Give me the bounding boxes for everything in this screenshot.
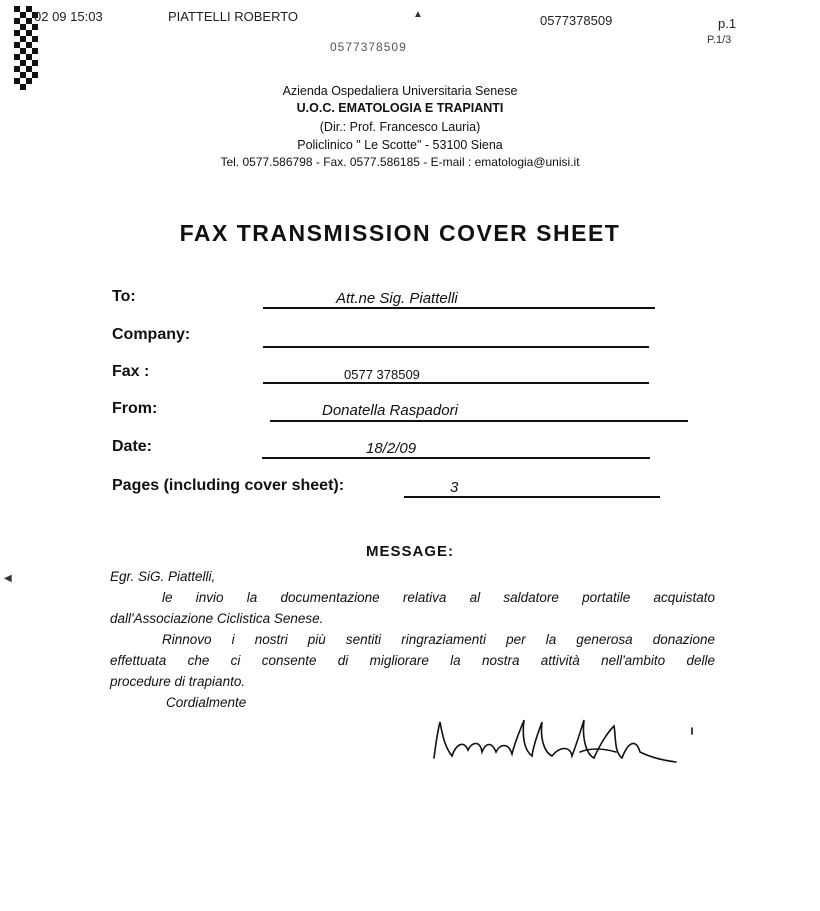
letterhead-hospital: Azienda Ospedaliera Universitaria Senese (282, 84, 518, 98)
to-underline (263, 307, 655, 309)
fax-value: 0577 378509 (344, 367, 420, 382)
from-value: Donatella Raspadori (322, 402, 458, 419)
fax-page-count: P.1/3 (707, 34, 732, 46)
company-underline (263, 346, 649, 348)
date-underline (262, 457, 650, 459)
fax-sender-name: PIATTELLI ROBERTO (168, 9, 299, 24)
page-title: FAX TRANSMISSION COVER SHEET (179, 220, 621, 246)
pages-label: Pages (including cover sheet): (112, 477, 345, 494)
message-closing: Cordialmente (166, 695, 247, 710)
letterhead-director: (Dir.: Prof. Francesco Lauria) (319, 120, 481, 134)
triangle-left-icon: ◀ (4, 573, 12, 584)
company-label: Company: (112, 326, 191, 343)
pages-underline (404, 496, 660, 498)
letterhead-address: Policlinico " Le Scotte" - 53100 Siena (297, 138, 503, 152)
fax-number: 0577378509 (540, 13, 613, 28)
message-salutation: Egr. SiG. Piattelli, (110, 569, 216, 584)
fax-label: Fax : (112, 363, 150, 380)
message-line: dall'Associazione Ciclistica Senese. (110, 611, 324, 626)
date-value: 18/2/09 (366, 440, 417, 457)
from-underline (270, 420, 688, 422)
message-heading: MESSAGE: (365, 543, 454, 560)
letterhead-department: U.O.C. EMATOLOGIA E TRAPIANTI (296, 101, 504, 115)
message-line: le invio la documentazione relativa al saldatore portatile acquistato (162, 590, 715, 605)
fax-datetime: 02 09 15:03 (34, 9, 103, 24)
signature-icon (430, 712, 700, 772)
date-label: Date: (112, 438, 153, 455)
message-line: Rinnovo i nostri più sentiti ringraziamenti per la generosa donazione (162, 632, 715, 647)
message-line: procedure di trapianto. (110, 674, 246, 689)
to-value: Att.ne Sig. Piattelli (336, 290, 458, 307)
from-label: From: (112, 400, 158, 417)
message-line: effettuata che ci consente di migliorare la nostra attività nell'ambito delle (110, 653, 715, 668)
fax-underline (263, 382, 649, 384)
fax-page: p.1 (718, 16, 737, 31)
letterhead-contacts: Tel. 0577.586798 - Fax. 0577.586185 - E-mail : ematologia@unisi.it (220, 155, 580, 169)
triangle-up-icon: ▲ (413, 9, 423, 20)
pages-value: 3 (450, 479, 459, 496)
to-label: To: (112, 288, 136, 305)
message-body (110, 566, 715, 713)
fax-number-duplicate: 0577378509 (330, 40, 407, 54)
